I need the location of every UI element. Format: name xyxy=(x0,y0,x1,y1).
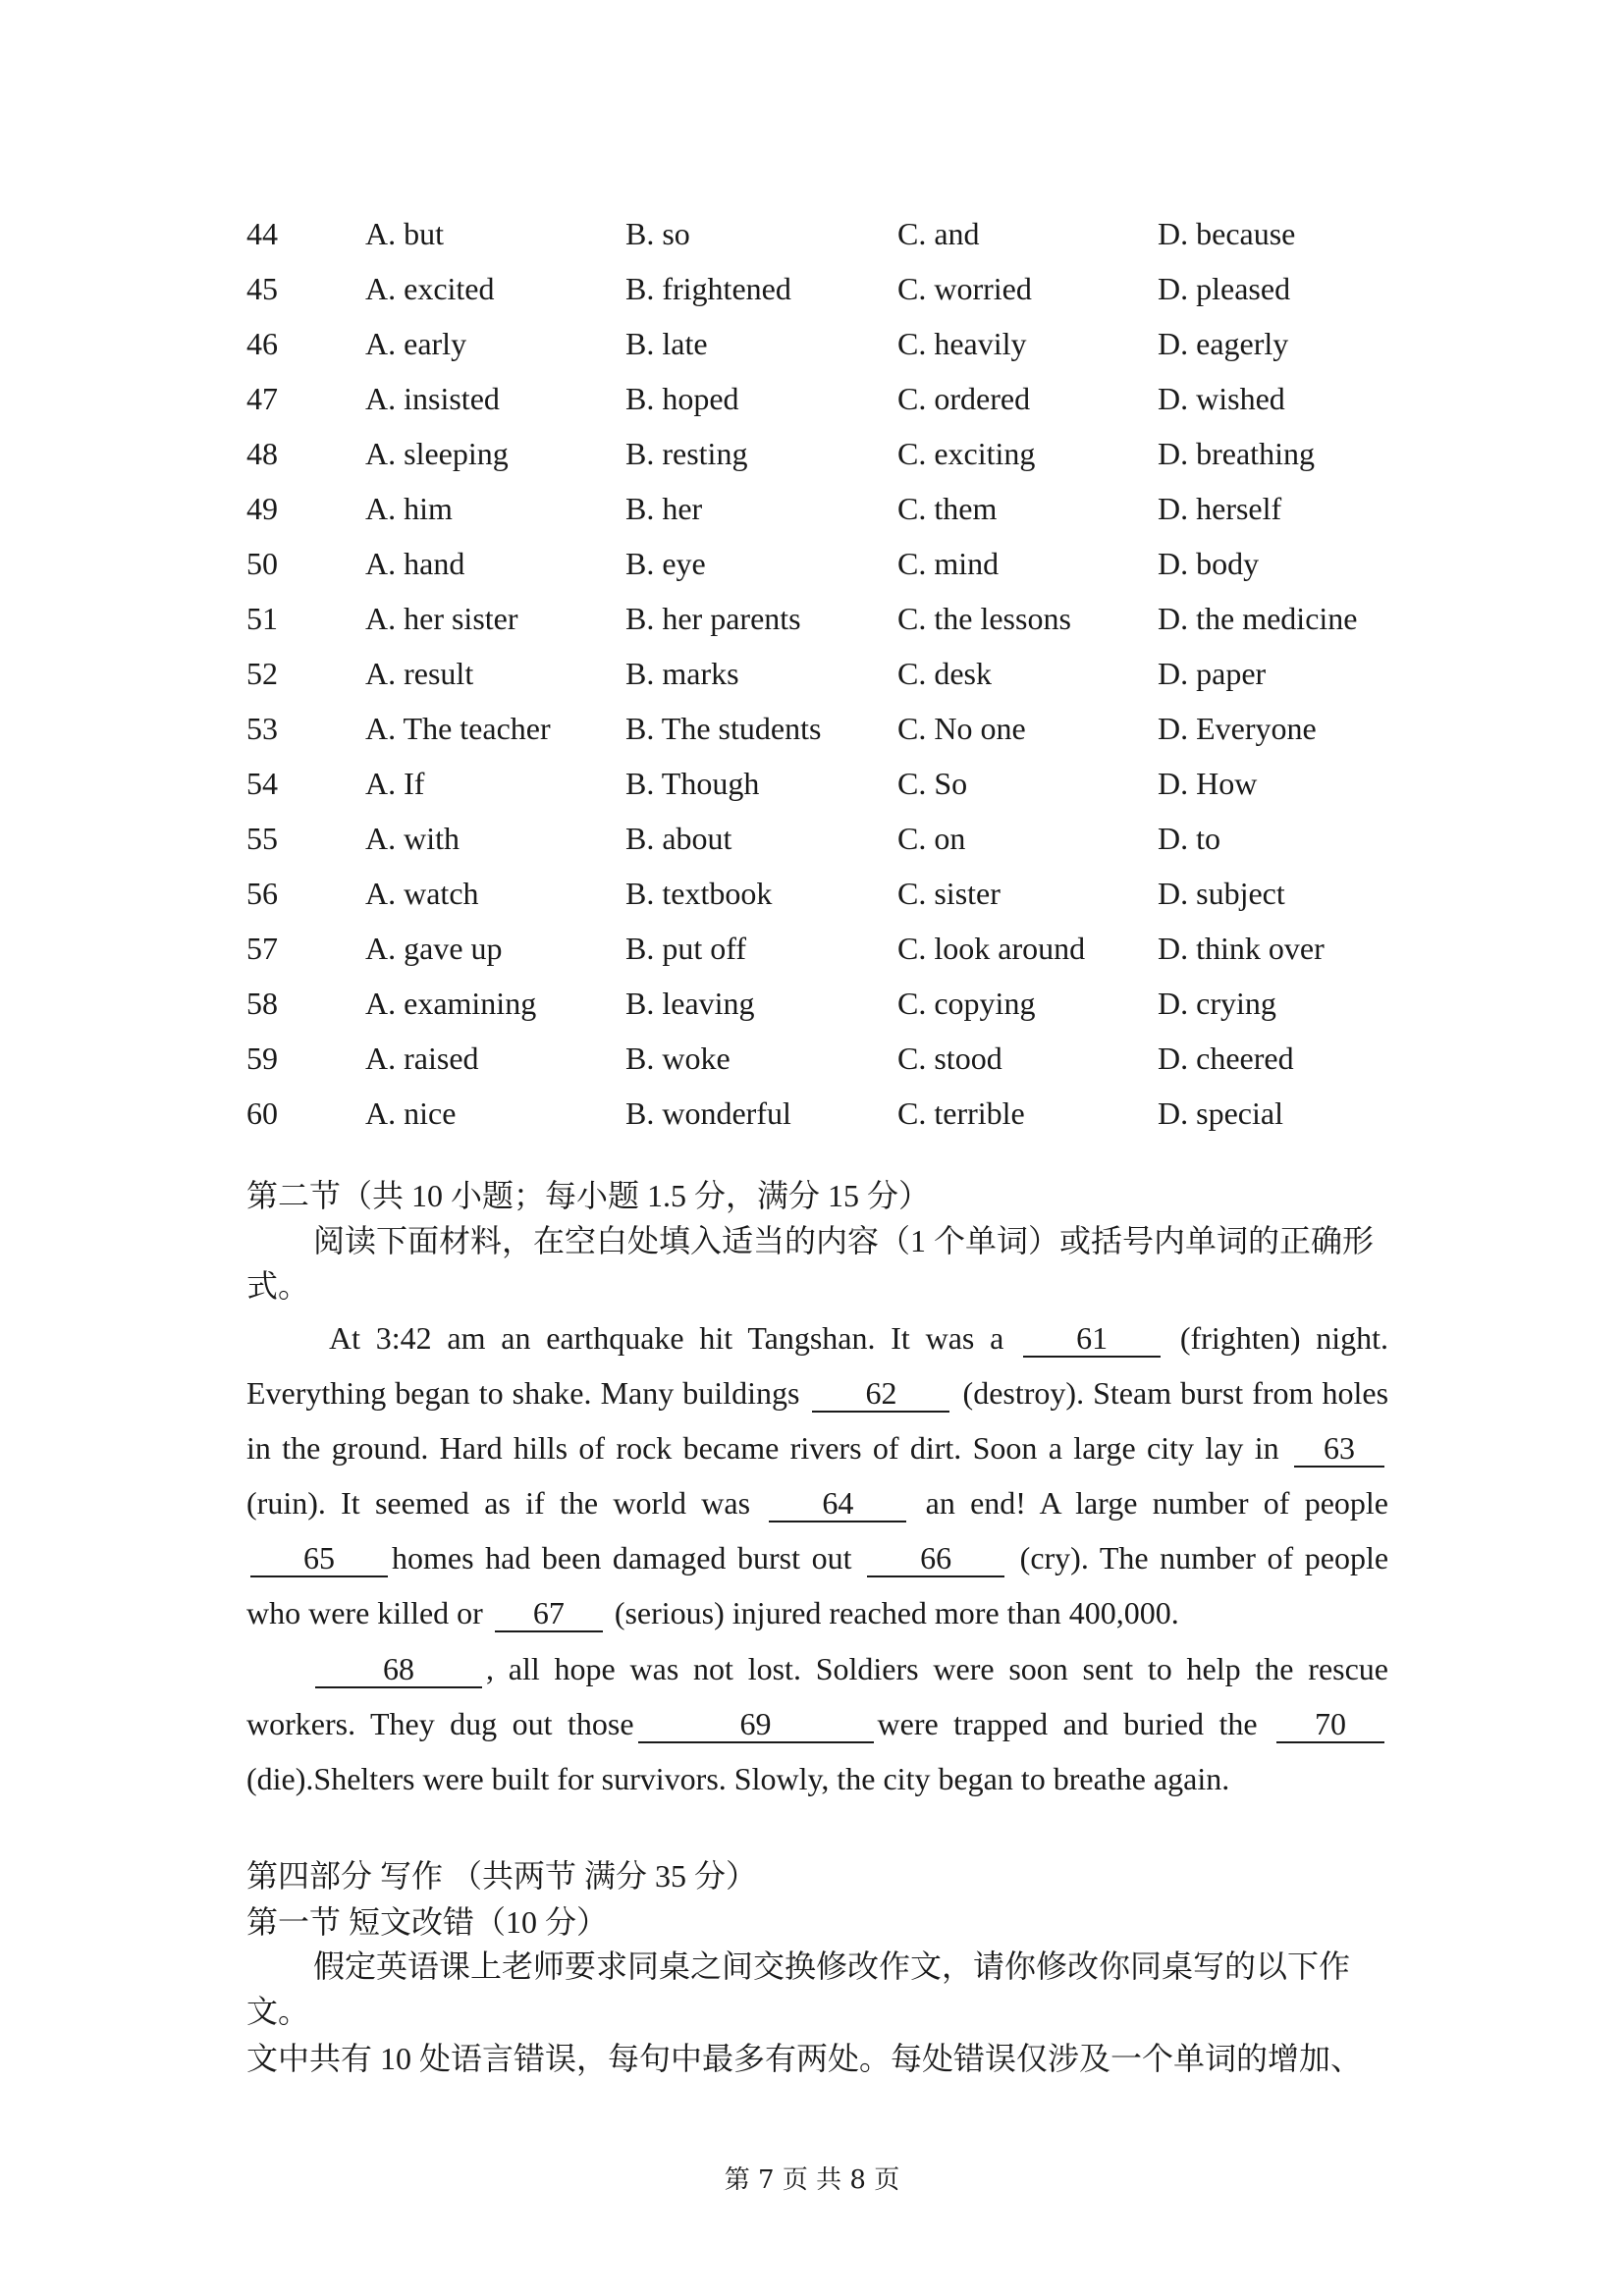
passage-text: (die).Shelters were built for survivors. Slowly, the city began to breathe again. xyxy=(246,1761,1230,1796)
option-a: A. watch xyxy=(365,876,479,911)
option-a: A. gave up xyxy=(365,931,503,966)
option-c: C. stood xyxy=(897,1041,1002,1076)
option-c: C. So xyxy=(897,766,968,801)
option-row xyxy=(246,426,1405,481)
question-number: 51 xyxy=(246,601,278,636)
option-b: B. marks xyxy=(625,656,739,691)
question-number: 57 xyxy=(246,931,278,966)
option-row xyxy=(246,371,1405,426)
question-number: 53 xyxy=(246,711,278,746)
question-number: 55 xyxy=(246,821,278,856)
option-d: D. herself xyxy=(1158,491,1282,526)
part4-section1-title: 第一节 短文改错（10 分） xyxy=(246,1904,609,1940)
option-a: A. insisted xyxy=(365,381,500,416)
option-a: A. raised xyxy=(365,1041,479,1076)
option-c: C. heavily xyxy=(897,326,1027,361)
option-d: D. pleased xyxy=(1158,271,1291,306)
part4-instruction-1: 假定英语课上老师要求同桌之间交换修改作文，请你修改你同桌写的以下作文。 xyxy=(246,1949,1351,2029)
option-a: A. him xyxy=(365,491,453,526)
question-number: 49 xyxy=(246,491,278,526)
option-row xyxy=(246,1086,1405,1141)
passage-text: an end! A large number of people xyxy=(925,1485,1389,1521)
option-row xyxy=(246,866,1405,921)
option-d: D. subject xyxy=(1158,876,1285,911)
option-b: B. textbook xyxy=(625,876,773,911)
option-row xyxy=(246,481,1405,536)
blank-63[interactable]: 63 xyxy=(1294,1430,1384,1468)
option-a: A. The teacher xyxy=(365,711,551,746)
question-number: 56 xyxy=(246,876,278,911)
question-number: 44 xyxy=(246,216,278,251)
option-b: B. resting xyxy=(625,436,748,471)
question-number: 59 xyxy=(246,1041,278,1076)
option-d: D. paper xyxy=(1158,656,1267,691)
question-number: 45 xyxy=(246,271,278,306)
option-b: B. woke xyxy=(625,1041,731,1076)
option-a: A. hand xyxy=(365,546,465,581)
option-c: C. No one xyxy=(897,711,1026,746)
option-b: B. frightened xyxy=(625,271,791,306)
option-a: A. early xyxy=(365,326,467,361)
options-table xyxy=(246,206,1405,1141)
option-c: C. sister xyxy=(897,876,1001,911)
option-row xyxy=(246,976,1405,1031)
option-b: B. put off xyxy=(625,931,746,966)
blank-69[interactable]: 69 xyxy=(638,1706,874,1743)
option-b: B. hoped xyxy=(625,381,739,416)
option-row xyxy=(246,1031,1405,1086)
option-a: A. but xyxy=(365,216,444,251)
blank-67[interactable]: 67 xyxy=(495,1595,603,1632)
option-a: A. her sister xyxy=(365,601,518,636)
passage-text: At 3:42 am an earthquake hit Tangshan. It was a xyxy=(329,1320,1004,1356)
option-d: D. body xyxy=(1158,546,1260,581)
part4-instruction-2: 文中共有 10 处语言错误，每句中最多有两处。每处错误仅涉及一个单词的增加、 xyxy=(246,2041,1363,2076)
option-c: C. and xyxy=(897,216,980,251)
option-row xyxy=(246,811,1405,866)
option-row xyxy=(246,756,1405,811)
question-number: 47 xyxy=(246,381,278,416)
question-number: 52 xyxy=(246,656,278,691)
option-d: D. crying xyxy=(1158,986,1276,1021)
passage-text: were trapped and buried the xyxy=(877,1706,1258,1741)
option-row xyxy=(246,591,1405,646)
question-number: 50 xyxy=(246,546,278,581)
option-d: D. eagerly xyxy=(1158,326,1289,361)
passage-text: homes had been damaged burst out xyxy=(392,1540,852,1575)
option-d: D. wished xyxy=(1158,381,1285,416)
option-c: C. copying xyxy=(897,986,1036,1021)
option-c: C. ordered xyxy=(897,381,1031,416)
option-a: A. result xyxy=(365,656,474,691)
option-a: A. excited xyxy=(365,271,495,306)
option-b: B. late xyxy=(625,326,708,361)
option-c: C. exciting xyxy=(897,436,1036,471)
option-b: B. her xyxy=(625,491,703,526)
passage-text: (cry). The number of people who were killed or xyxy=(246,1540,1389,1630)
option-row xyxy=(246,646,1405,701)
passage-paragraph-2 xyxy=(246,1641,1388,1806)
blank-64[interactable]: 64 xyxy=(769,1485,906,1522)
option-b: B. so xyxy=(625,216,690,251)
option-b: B. about xyxy=(625,821,732,856)
option-c: C. on xyxy=(897,821,966,856)
blank-62[interactable]: 62 xyxy=(812,1375,949,1413)
option-row xyxy=(246,921,1405,976)
option-row xyxy=(246,261,1405,316)
part4-title: 第四部分 写作 （共两节 满分 35 分） xyxy=(246,1858,758,1894)
question-number: 46 xyxy=(246,326,278,361)
option-b: B. her parents xyxy=(625,601,801,636)
question-number: 54 xyxy=(246,766,278,801)
question-number: 60 xyxy=(246,1095,278,1131)
section2-title: 第二节（共 10 小题；每小题 1.5 分，满分 15 分） xyxy=(246,1178,931,1213)
option-row xyxy=(246,316,1405,371)
passage-text: (ruin). It seemed as if the world was xyxy=(246,1485,751,1521)
option-c: C. worried xyxy=(897,271,1032,306)
blank-70[interactable]: 70 xyxy=(1276,1706,1384,1743)
option-a: A. examining xyxy=(365,986,537,1021)
option-b: B. eye xyxy=(625,546,706,581)
option-c: C. terrible xyxy=(897,1095,1025,1131)
option-d: D. breathing xyxy=(1158,436,1315,471)
option-b: B. wonderful xyxy=(625,1095,791,1131)
blank-65[interactable]: 65 xyxy=(250,1540,388,1577)
option-d: D. the medicine xyxy=(1158,601,1358,636)
option-d: D. think over xyxy=(1158,931,1325,966)
option-c: C. look around xyxy=(897,931,1086,966)
question-number: 48 xyxy=(246,436,278,471)
question-number: 58 xyxy=(246,986,278,1021)
option-b: B. Though xyxy=(625,766,760,801)
option-d: D. special xyxy=(1158,1095,1283,1131)
option-d: D. How xyxy=(1158,766,1258,801)
option-c: C. desk xyxy=(897,656,992,691)
option-b: B. The students xyxy=(625,711,822,746)
option-c: C. the lessons xyxy=(897,601,1071,636)
passage-text: (destroy). Steam burst from holes in the ground. Hard hills of rock became rivers of dirt. Soon a large city lay in xyxy=(246,1375,1389,1466)
blank-61[interactable]: 61 xyxy=(1023,1320,1161,1358)
option-c: C. them xyxy=(897,491,998,526)
option-d: D. because xyxy=(1158,216,1296,251)
option-a: A. sleeping xyxy=(365,436,509,471)
option-row xyxy=(246,536,1405,591)
page-footer: 第 7 页 共 8 页 xyxy=(724,2165,900,2195)
passage-text: (frighten) night. Everything began to shake. Many buildings xyxy=(246,1320,1389,1411)
option-b: B. leaving xyxy=(625,986,755,1021)
passage-text: , all hope was not lost. Soldiers were soon sent to help the rescue workers. They dug out those xyxy=(246,1651,1388,1741)
blank-66[interactable]: 66 xyxy=(867,1540,1004,1577)
option-d: D. to xyxy=(1158,821,1220,856)
option-row xyxy=(246,701,1405,756)
option-c: C. mind xyxy=(897,546,1000,581)
blank-68[interactable]: 68 xyxy=(315,1651,482,1688)
option-a: A. If xyxy=(365,766,425,801)
passage-text: (serious) injured reached more than 400,000. xyxy=(614,1595,1179,1630)
section2-instruction: 阅读下面材料，在空白处填入适当的内容（1 个单词）或括号内单词的正确形式。 xyxy=(246,1223,1375,1304)
option-d: D. Everyone xyxy=(1158,711,1317,746)
option-d: D. cheered xyxy=(1158,1041,1294,1076)
option-row xyxy=(246,206,1405,261)
passage-paragraph-1 xyxy=(246,1310,1388,1640)
option-a: A. with xyxy=(365,821,460,856)
option-a: A. nice xyxy=(365,1095,457,1131)
